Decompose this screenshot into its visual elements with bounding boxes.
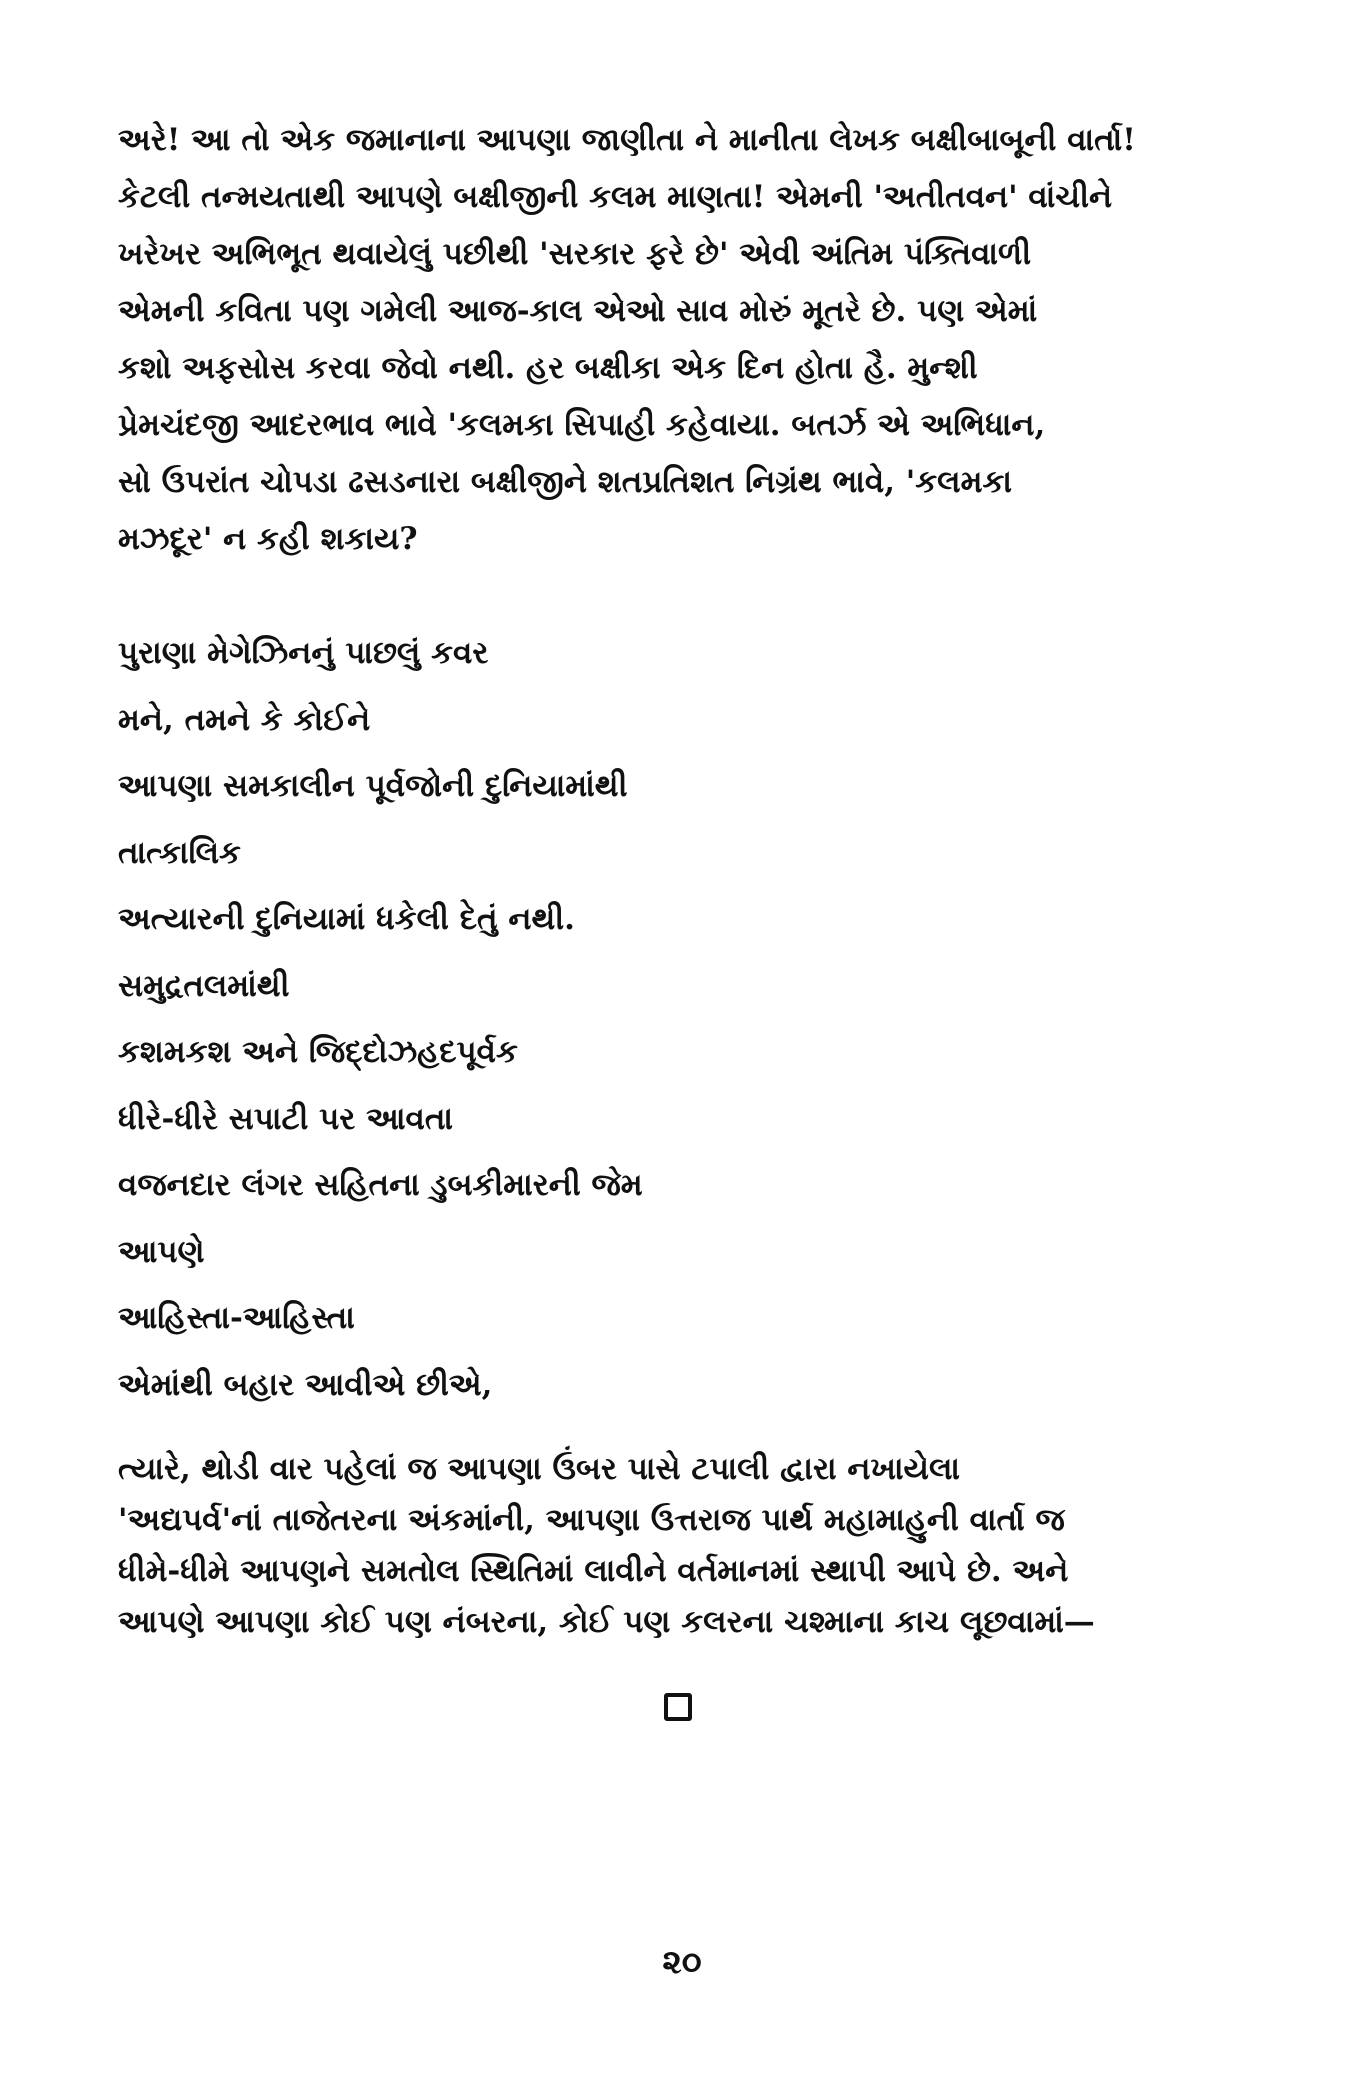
poem-line: મને, તમને કે કોઈને <box>118 701 371 738</box>
poem-line: આપણા સમકાલીન પૂર્વજોની દુનિયામાંથી <box>118 768 628 804</box>
poem-line: ધીરે-ધીરે સપાટી પર આવતા <box>118 1100 453 1137</box>
paragraph-line: મઝદૂર' ન કહી શકાય? <box>118 521 418 557</box>
paragraph-line: ત્યારે, થોડી વાર પહેલાં જ આપણા ઉંબર પાસે ટપાલી દ્વારા નખાયેલા <box>118 1451 960 1487</box>
paragraph-line: કશો અફસોસ કરવા જેવો નથી. હર બક્ષીકા એક દિન હોતા હૈ. મુન્શી <box>118 350 978 386</box>
paragraph-line: એમની કવિતા પણ ગમેલી આજ-કાલ એઓ સાવ મોરું મૂતરે છે. પણ એમાં <box>118 293 1038 329</box>
poem-line: આપણે <box>118 1233 205 1270</box>
poem-line: વજનદાર લંગર સહિતના ડુબકીમારની જેમ <box>118 1167 643 1203</box>
paragraph-line: ખરેખર અભિભૂત થવાયેલું પછીથી 'સરકાર ફરે છે' એવી અંતિમ પંક્તિવાળી <box>118 236 1032 272</box>
paragraph-line: પ્રેમચંદજી આદરભાવ ભાવે 'કલમકા સિપાહી કહેવાયા. બતર્ઝ એ અભિધાન, <box>118 407 1046 443</box>
page-number: ૨૦ <box>662 1942 702 1981</box>
poem-line: પુરાણા મેગેઝિનનું પાછલું કવર <box>118 635 489 671</box>
poem-line: સમુદ્રતલમાંથી <box>118 967 290 1004</box>
poem-block <box>118 620 1018 1418</box>
poem-line: આહિસ્તા-આહિસ્તા <box>118 1300 355 1336</box>
poem-line: તાત્કાલિક <box>118 834 241 871</box>
end-square-icon <box>664 1693 692 1721</box>
poem-line: એમાંથી બહાર આવીએ છીએ, <box>118 1366 493 1403</box>
paragraph-line: અરે! આ તો એક જમાનાના આપણા જાણીતા ને માનીતા લેખક બક્ષીબાબૂની વાર્તા! <box>118 122 1136 158</box>
paragraph-line: 'અદ્યપર્વ'નાં તાજેતરના અંકમાંની, આપણા ઉત્તરાજ પાર્થ મહામાહુની વાર્તા જ <box>118 1502 1065 1538</box>
poem-line: કશમકશ અને જિદ્દોઝહદપૂર્વક <box>118 1034 518 1070</box>
paragraph-line: સો ઉપરાંત ચોપડા ઢસડનારા બક્ષીજીને શતપ્રતિશત નિગ્રંથ ભાવે, 'કલમકા <box>118 464 1012 500</box>
closing-paragraph <box>118 1444 1243 1648</box>
paragraph-line: આપણે આપણા કોઈ પણ નંબરના, કોઈ પણ કલરના ચશ્માના કાચ લૂછવામાં— <box>118 1604 1095 1640</box>
paragraph-line: કેટલી તન્મયતાથી આપણે બક્ષીજીની કલમ માણતા! એમની 'અતીતવન' વાંચીને <box>118 179 1113 215</box>
opening-paragraph <box>118 112 1243 568</box>
paragraph-line: ધીમે-ધીમે આપણને સમતોલ સ્થિતિમાં લાવીને વર્તમાનમાં સ્થાપી આપે છે. અને <box>118 1553 1069 1589</box>
poem-line: અત્યારની દુનિયામાં ધકેલી દેતું નથી. <box>118 901 575 937</box>
